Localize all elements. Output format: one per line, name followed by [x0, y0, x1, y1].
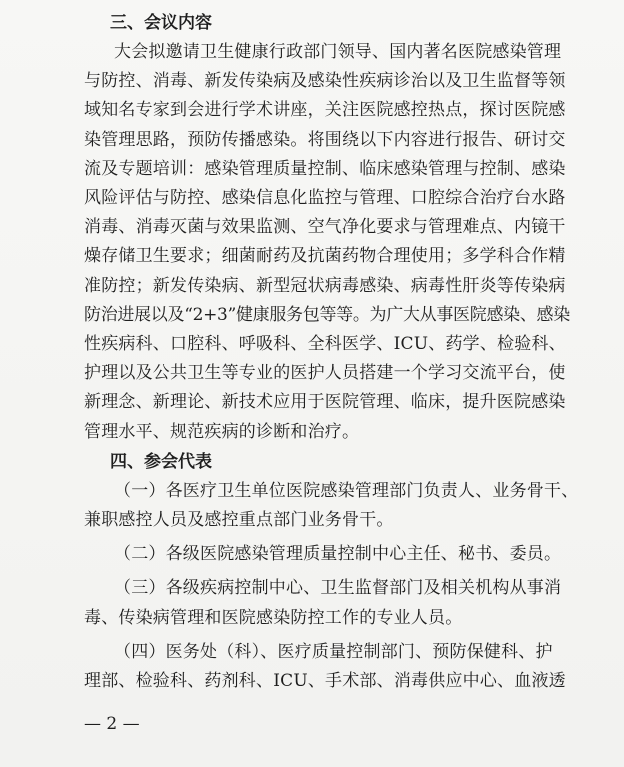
section-heading-attendees: 四、参会代表: [110, 451, 212, 472]
paragraph-line: 新理念、新理论、新技术应用于医院管理、临床，提升医院感染: [84, 392, 566, 413]
paragraph-line: 毒、传染病管理和医院感染防控工作的专业人员。: [84, 607, 463, 628]
paragraph-line: 护理以及公共卫生等专业的医护人员搭建一个学习交流平台，使: [84, 363, 566, 384]
paragraph-line: 准防控；新发传染病、新型冠状病毒感染、病毒性肝炎等传染病: [84, 275, 566, 296]
document-body: [84, 8, 579, 696]
attendee-item-4: [84, 638, 564, 696]
paragraph-line: 防治进展以及“2+3”健康服务包等等。为广大从事医院感染、感染: [84, 304, 570, 325]
paragraph-line: 风险评估与防控、感染信息化监控与管理、口腔综合治疗台水路: [84, 188, 566, 209]
paragraph-line: 兼职感控人员及感控重点部门业务骨干。: [84, 510, 394, 531]
attendee-item-3: [84, 574, 564, 632]
paragraph-line: 理部、检验科、药剂科、ICU、手术部、消毒供应中心、血液透: [84, 671, 566, 692]
paragraph-line: 消毒、消毒灭菌与效果监测、空气净化要求与管理难点、内镜干: [84, 217, 566, 238]
paragraph-line: （四）医务处（科）、医疗质量控制部门、预防保健科、护: [114, 641, 553, 662]
paragraph-line: （三）各级疾病控制中心、卫生监督部门及相关机构从事消: [114, 578, 562, 599]
paragraph-line: 与防控、消毒、新发传染病及感染性疾病诊治以及卫生监督等领: [84, 71, 566, 92]
attendee-item-1: [84, 477, 579, 535]
paragraph-line: （一）各医疗卫生单位医院感染管理部门负责人、业务骨干、: [114, 480, 579, 501]
paragraph-line: 性疾病科、口腔科、呼吸科、全科医学、ICU、药学、检验科、: [84, 334, 566, 355]
section-heading-meeting-content: 三、会议内容: [110, 13, 212, 33]
paragraph-line: 管理水平、规范疾病的诊断和治疗。: [84, 421, 360, 442]
section-paragraph-meeting-content: [84, 38, 570, 447]
paragraph-line: （二）各级医院感染管理质量控制中心主任、秘书、委员。: [114, 544, 562, 565]
paragraph-line: 燥存储卫生要求；细菌耐药及抗菌药物合理使用；多学科合作精: [84, 246, 566, 267]
page-number: — 2 —: [84, 714, 140, 734]
attendee-item-2: [84, 540, 564, 569]
paragraph-line: 染管理思路，预防传播感染。将围绕以下内容进行报告、研讨交: [84, 129, 566, 150]
paragraph-line: 域知名专家到会进行学术讲座，关注医院感控热点，探讨医院感: [84, 100, 566, 121]
paragraph-line: 大会拟邀请卫生健康行政部门领导、国内著名医院感染管理: [114, 42, 562, 62]
paragraph-line: 流及专题培训：感染管理质量控制、临床感染管理与控制、感染: [84, 158, 566, 179]
